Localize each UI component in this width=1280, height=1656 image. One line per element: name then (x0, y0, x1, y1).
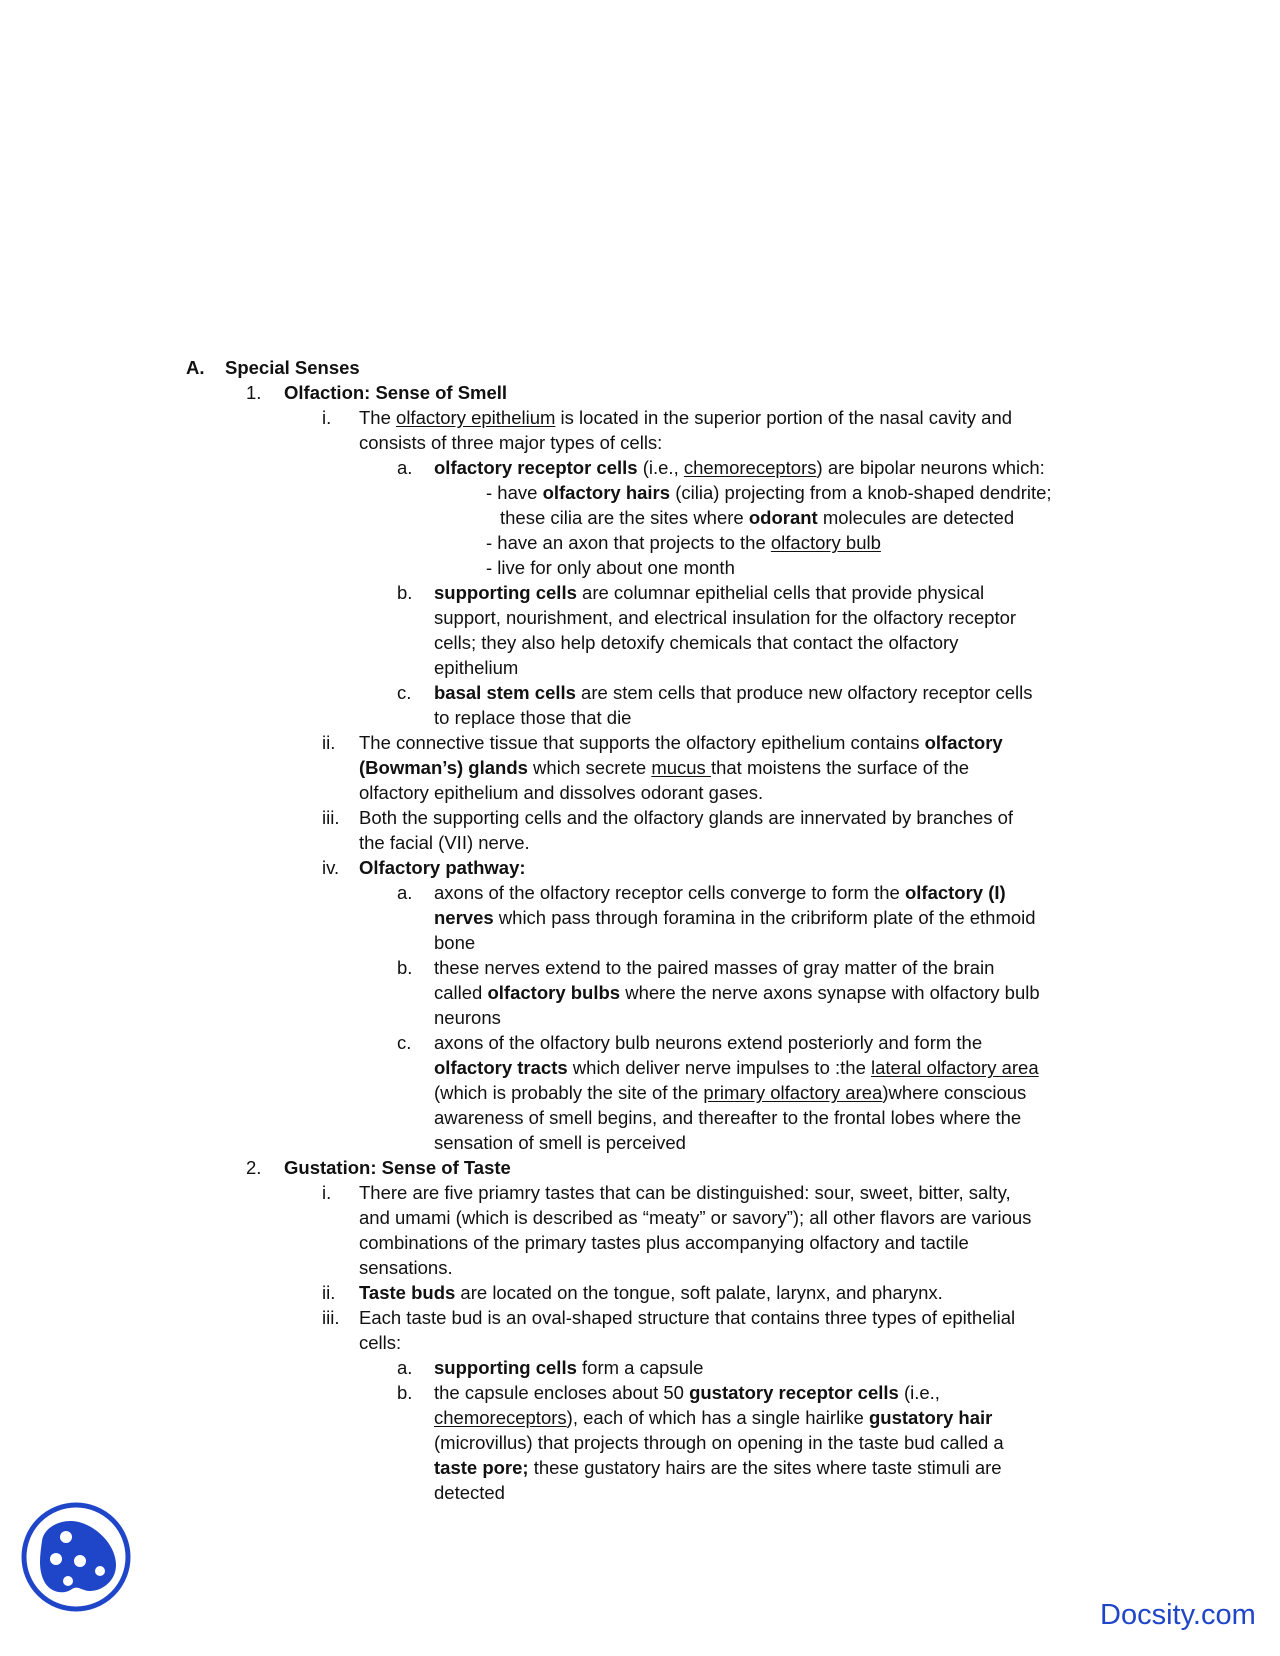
item-marker: a. (397, 457, 413, 478)
subsection-title: Olfaction: Sense of Smell (284, 382, 508, 403)
paragraph-line: these nerves extend to the paired masses of gray matter of the brain (434, 957, 995, 978)
paragraph-line: cells; they also help detoxify chemicals that contact the olfactory (434, 632, 959, 653)
docsity-brand-text: Docsity.com (1100, 1599, 1256, 1631)
paragraph-line: sensations. (359, 1257, 453, 1278)
paragraph-line: supporting cells are columnar epithelial cells that provide physical (434, 582, 985, 603)
subsection-marker: 1. (246, 382, 262, 403)
paragraph-line: cells: (359, 1332, 402, 1353)
paragraph-line: (which is probably the site of the primary olfactory area)where conscious (434, 1082, 1027, 1103)
paragraph-line: olfactory epithelium and dissolves odorant gases. (359, 782, 764, 803)
paragraph-line: Both the supporting cells and the olfactory glands are innervated by branches of (359, 807, 1014, 828)
paragraph-line: axons of the olfactory receptor cells converge to form the olfactory (I) (434, 882, 1006, 903)
section-marker: A. (186, 357, 205, 378)
dash-list-item: - live for only about one month (486, 557, 735, 578)
subsection-marker: 2. (246, 1157, 262, 1178)
dash-list-item: - have olfactory hairs (cilia) projecting from a knob-shaped dendrite; (486, 482, 1052, 503)
paragraph-line: and umami (which is described as “meaty” or savory”); all other flavors are various (359, 1207, 1032, 1228)
item-marker: iii. (322, 807, 340, 828)
item-marker: b. (397, 957, 413, 978)
paragraph-line: The olfactory epithelium is located in the superior portion of the nasal cavity and (359, 407, 1013, 428)
paragraph-line: called olfactory bulbs where the nerve axons synapse with olfactory bulb (434, 982, 1040, 1003)
paragraph-line: taste pore; these gustatory hairs are the sites where taste stimuli are (434, 1457, 1002, 1478)
section-title: Special Senses (225, 357, 360, 378)
dash-list-item: - have an axon that projects to the olfactory bulb (486, 532, 881, 553)
paragraph-line: detected (434, 1482, 505, 1503)
paragraph-line: olfactory tracts which deliver nerve impulses to :the lateral olfactory area (434, 1057, 1039, 1078)
item-marker: ii. (322, 1282, 336, 1303)
paragraph-line: olfactory receptor cells (i.e., chemoreceptors) are bipolar neurons which: (434, 457, 1045, 478)
item-marker: ii. (322, 732, 336, 753)
item-marker: iv. (322, 857, 340, 878)
paragraph-line: epithelium (434, 657, 519, 678)
paragraph-line: support, nourishment, and electrical insulation for the olfactory receptor (434, 607, 1017, 628)
docsity-logo-icon (20, 1501, 132, 1613)
paragraph-line: chemoreceptors), each of which has a single hairlike gustatory hair (434, 1407, 993, 1428)
paragraph-line: There are five priamry tastes that can be distinguished: sour, sweet, bitter, salty, (359, 1182, 1011, 1203)
paragraph-line: Each taste bud is an oval-shaped structure that contains three types of epithelial (359, 1307, 1016, 1328)
paragraph-line: to replace those that die (434, 707, 632, 728)
paragraph-line: (Bowman’s) glands which secrete mucus that moistens the surface of the (359, 757, 970, 778)
item-marker: i. (322, 407, 332, 428)
paragraph-line: The connective tissue that supports the olfactory epithelium contains olfactory (359, 732, 1003, 753)
paragraph-line: supporting cells form a capsule (434, 1357, 704, 1378)
paragraph-line: Taste buds are located on the tongue, soft palate, larynx, and pharynx. (359, 1282, 943, 1303)
paragraph-line: (microvillus) that projects through on opening in the taste bud called a (434, 1432, 1004, 1453)
item-marker: c. (397, 1032, 412, 1053)
paragraph-line: bone (434, 932, 476, 953)
subsection-title: Gustation: Sense of Taste (284, 1157, 511, 1178)
item-marker: c. (397, 682, 412, 703)
item-marker: a. (397, 882, 413, 903)
paragraph-heading: Olfactory pathway: (359, 857, 526, 878)
paragraph-line: the capsule encloses about 50 gustatory receptor cells (i.e., (434, 1382, 940, 1403)
item-marker: i. (322, 1182, 332, 1203)
paragraph-line: axons of the olfactory bulb neurons extend posteriorly and form the (434, 1032, 983, 1053)
item-marker: b. (397, 582, 413, 603)
paragraph-line: awareness of smell begins, and thereafter to the frontal lobes where the (434, 1107, 1022, 1128)
paragraph-line: the facial (VII) nerve. (359, 832, 530, 853)
item-marker: b. (397, 1382, 413, 1403)
paragraph-line: sensation of smell is perceived (434, 1132, 686, 1153)
dash-list-item: these cilia are the sites where odorant molecules are detected (500, 507, 1015, 528)
paragraph-line: neurons (434, 1007, 501, 1028)
paragraph-line: basal stem cells are stem cells that produce new olfactory receptor cells (434, 682, 1033, 703)
paragraph-line: nerves which pass through foramina in the cribriform plate of the ethmoid (434, 907, 1036, 928)
item-marker: iii. (322, 1307, 340, 1328)
paragraph-line: combinations of the primary tastes plus accompanying olfactory and tactile (359, 1232, 969, 1253)
paragraph-line: consists of three major types of cells: (359, 432, 663, 453)
item-marker: a. (397, 1357, 413, 1378)
